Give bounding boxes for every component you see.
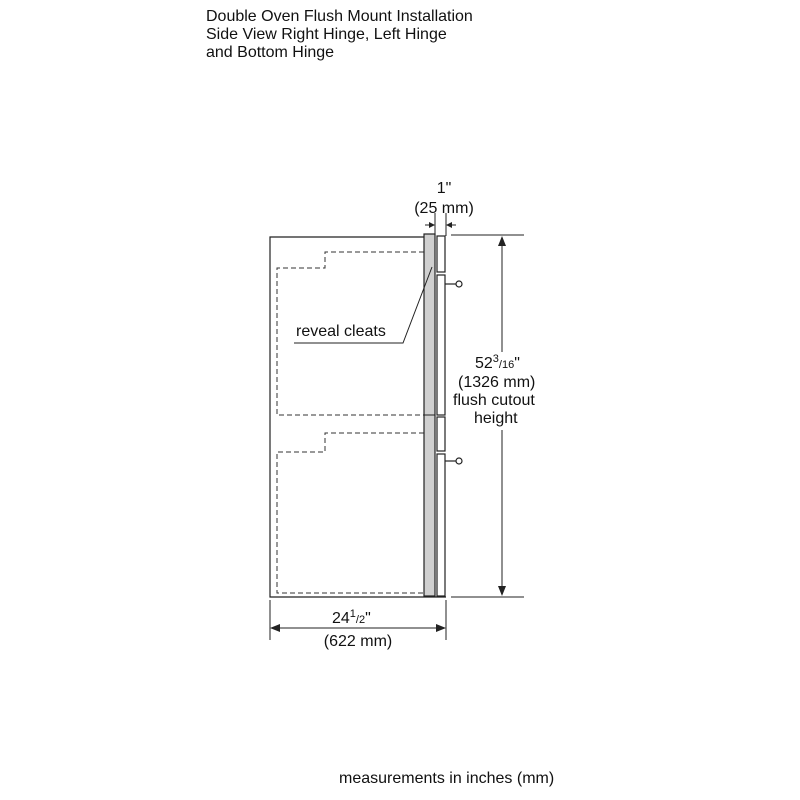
upper-door	[437, 275, 445, 415]
lower-door	[437, 454, 445, 596]
width-dim-mm: (622 mm)	[323, 633, 393, 650]
height-dim-caption-2: height	[474, 410, 518, 427]
width-dim-inches: $24^1_/2$"	[332, 608, 371, 627]
title-line-3: and Bottom Hinge	[206, 44, 335, 61]
depth-dim-mm: (25 mm)	[414, 200, 474, 217]
title-line-1: Double Oven Flush Mount Installation	[206, 8, 473, 25]
width-dimension	[270, 600, 446, 650]
height-dimension	[451, 235, 552, 597]
lower-oven-outline	[277, 433, 424, 593]
cabinet-outline	[270, 237, 446, 597]
upper-control-panel	[437, 236, 445, 272]
upper-door-handle	[445, 281, 462, 287]
title-line-2: Side View Right Hinge, Left Hinge	[206, 26, 447, 43]
lower-control-panel	[437, 417, 445, 451]
measurement-units-note: measurements in inches (mm)	[339, 770, 555, 787]
height-dim-mm: (1326 mm)	[458, 374, 536, 391]
height-dim-inches: $52^3_/16$"	[475, 353, 520, 372]
depth-dim-inches: 1"	[436, 180, 452, 197]
depth-dimension	[414, 180, 474, 236]
height-dim-caption-1: flush cutout	[453, 392, 535, 409]
lower-door-handle	[445, 458, 462, 464]
reveal-cleats-label: reveal cleats	[296, 323, 386, 340]
